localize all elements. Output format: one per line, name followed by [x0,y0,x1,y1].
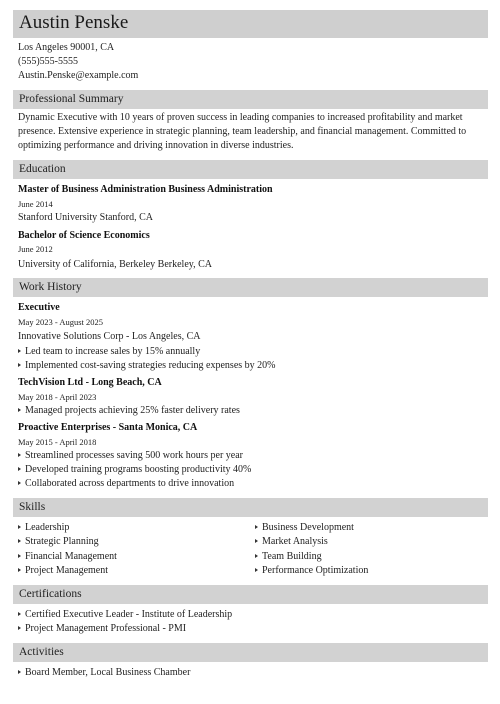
job-title: Executive [18,302,60,313]
address: Los Angeles 90001, CA [18,42,115,53]
bullet-marker-icon [18,568,21,572]
bullet-marker-icon [18,670,21,674]
job-title: Proactive Enterprises - Santa Monica, CA [18,422,198,433]
bullet-marker-icon [18,539,21,543]
education-heading-bar [13,160,488,179]
skills-heading-bar [13,498,488,517]
job-dates: May 2018 - April 2023 [18,392,97,402]
job-dates: May 2023 - August 2025 [18,317,103,327]
degree: Master of Business Administration Business Administration [18,184,273,195]
summary-heading-bar [13,90,488,109]
school: University of California, Berkeley Berkeley, CA [18,259,213,270]
bullet-marker-icon [18,363,21,367]
bullet-marker-icon [18,453,21,457]
bullet-marker-icon [18,554,21,558]
bullet-marker-icon [18,525,21,529]
job-company: Innovative Solutions Corp - Los Angeles, CA [18,331,201,342]
bullet-marker-icon [255,554,258,558]
degree-date: June 2012 [18,244,53,254]
bullet-marker-icon [18,467,21,471]
section-title-work: Work History [19,281,82,293]
school: Stanford University Stanford, CA [18,212,153,223]
job-dates: May 2015 - April 2018 [18,437,97,447]
resume-page: Austin Penske Los Angeles 90001, CA (555)555-5555 Austin.Penske@example.com Professional Summary Dynamic Executive with 10 years of proven success in leading companies to increased profitability and market presence. Extensive experience in strategic planning, team leadership, and financial management. Committed to optimizing performance and driving innovation in diverse industries. Education Master of Business Administration Business Administration June 2014 Stanford University Stanford, CA Bachelor of Science Economics June 2012 University of California, Berkeley Berkeley, CA Work History Executive May 2023 - August 2025 Innovative Solutions Corp - Los Angeles, CA Led team to increase sales by 15% annually Implemented cost-saving strategies reducing expenses by 20% TechVision Ltd - Long Beach, CA May 2018 - April 2023 Managed projects achieving 25% faster delivery rates Proactive Enterprises - Santa Monica, CA May 2015 - April 2018 Streamlined processes saving 500 work hours per year Developed training programs boosting productivity 40% Collaborated across departments to drive innovation Skills Leadership Strategic Planning Financial Management Project Management Business Development Market Analysis Team Building Performance Optimization Certifications Certified Executive Leader - Institute of Leadership Project Management Professional - PMI Activities Board Member, Local Business Chamber [0,0,500,704]
bullet-marker-icon [18,349,21,353]
activities-heading-bar [13,643,488,662]
work-heading-bar [13,278,488,297]
section-title-activities: Activities [19,646,64,658]
email: Austin.Penske@example.com [18,70,139,81]
bullet-marker-icon [18,612,21,616]
section-title-summary: Professional Summary [19,93,124,105]
bullet-marker-icon [255,568,258,572]
section-title-certifications: Certifications [19,588,82,600]
bullet-marker-icon [255,525,258,529]
bullet-marker-icon [255,539,258,543]
phone: (555)555-5555 [18,56,78,67]
section-title-education: Education [19,163,66,175]
summary-text: Dynamic Executive with 10 years of proven success in leading companies to increased profitability and market presence. Extensive experience in strategic planning, team leadership, and financial management. Committed to optimizing performance and driving innovation in diverse industries. [18,112,467,151]
job-title: TechVision Ltd - Long Beach, CA [18,377,162,388]
degree-date: June 2014 [18,199,53,209]
certifications-heading-bar [13,585,488,604]
candidate-name: Austin Penske [19,12,129,33]
bullet-marker-icon [18,481,21,485]
bullet-marker-icon [18,408,21,412]
name-banner [13,10,488,38]
bullet-marker-icon [18,626,21,630]
section-title-skills: Skills [19,501,46,513]
degree: Bachelor of Science Economics [18,230,150,241]
